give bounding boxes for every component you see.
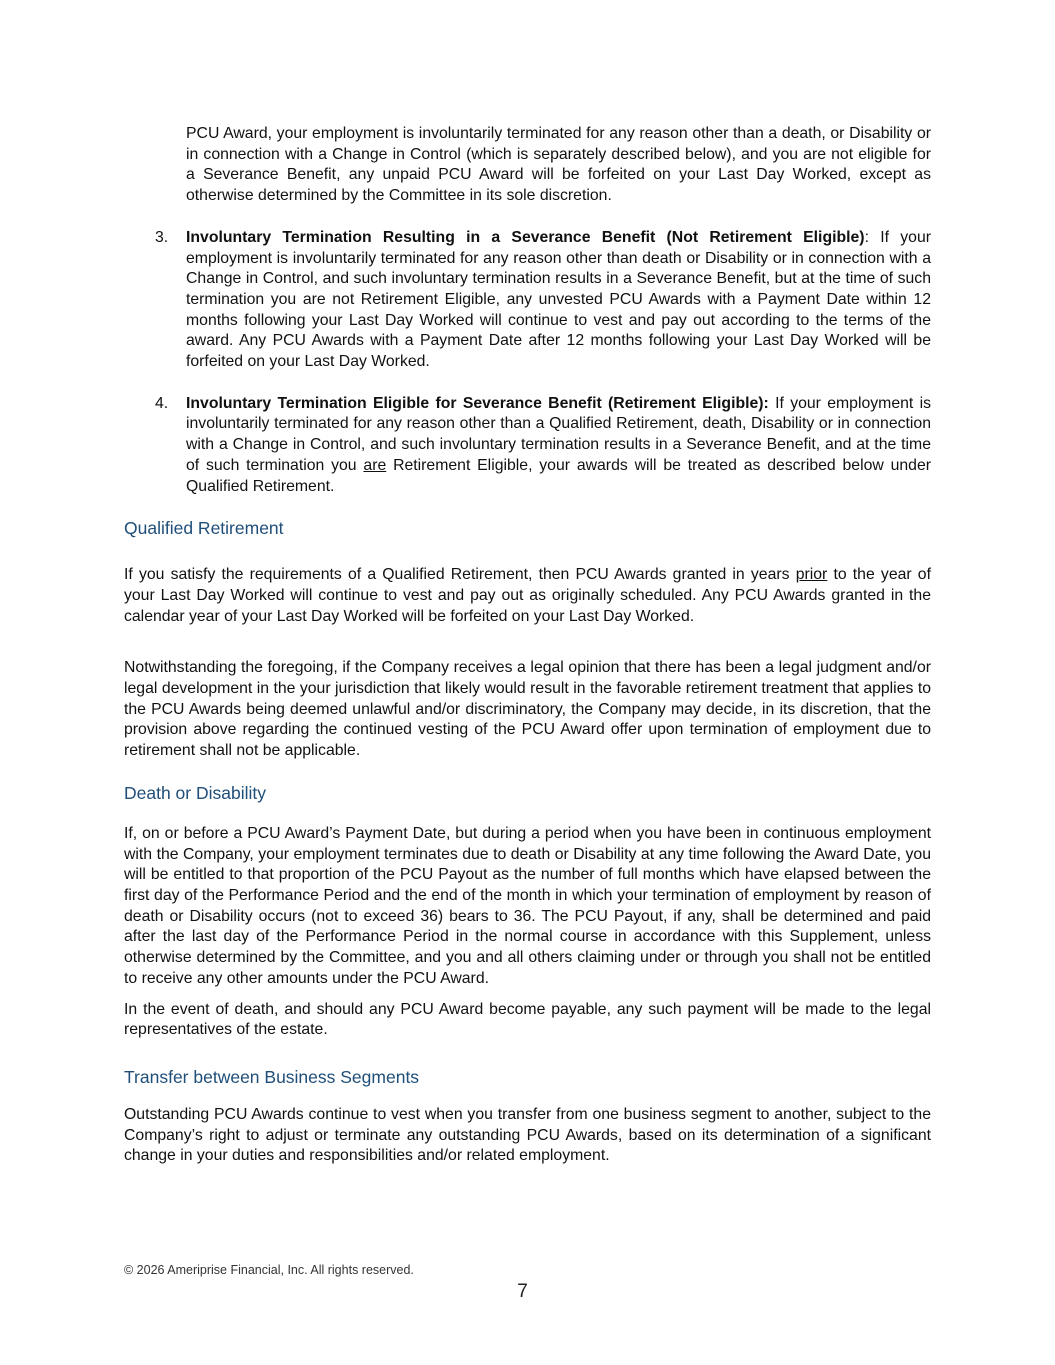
list-item-text: If your employment is involuntarily terminated for any reason other than a Qualified Retirement, death, Disability or in connection with a Change in Control, and such involuntary termination results in a Severance Benefit, and at the time of such termination you <box>186 394 931 474</box>
underlined-word: are <box>363 456 387 474</box>
text: to the year of your Last Day Worked will continue to vest and pay out as originally scheduled. Any PCU Awards granted in the calendar year of your Last Day Worked will be forfeited on your Last Day Worked. <box>124 566 931 625</box>
list-item-title: Involuntary Termination Eligible for Severance Benefit (Retirement Eligible): <box>186 394 769 412</box>
list-item-text: Retirement Eligible, your awards will be treated as described below under Qualified Retirement. <box>186 456 931 495</box>
section-heading-qualified-retirement: Qualified Retirement <box>124 518 284 539</box>
section-heading-transfer: Transfer between Business Segments <box>124 1066 420 1087</box>
paragraph: Outstanding PCU Awards continue to vest when you transfer from one business segment to another, subject to the Company’s right to adjust or terminate any outstanding PCU Awards, based on its determination of a significant change in your duties and responsibilities and/or related employment. <box>124 1105 931 1165</box>
continued-paragraph: PCU Award, your employment is involuntarily terminated for any reason other than a death, or Disability or in connection with a Change in Control (which is separately described below), and you are not eligible for a Severance Benefit, any unpaid PCU Award will be forfeited on your Last Day Worked, except as otherwise determined by the Committee in its sole discretion. <box>186 125 931 205</box>
section-heading-death-disability: Death or Disability <box>124 782 266 803</box>
page-number: 7 <box>517 1281 528 1302</box>
paragraph <box>124 565 931 627</box>
list-item-3 <box>124 228 931 373</box>
paragraph: Notwithstanding the foregoing, if the Company receives a legal opinion that there has been a legal judgment and/or legal development in the your jurisdiction that likely would result in the favorable retirement treatment that applies to the PCU Awards being deemed unlawful and/or discriminatory, the Company may decide, in its discretion, that the provision above regarding the continued vesting of the PCU Award offer upon termination of employment due to retirement shall not be applicable. <box>124 659 931 760</box>
copyright-footer: © 2026 Ameriprise Financial, Inc. All rights reserved. <box>124 1263 414 1277</box>
underlined-word: prior <box>795 566 828 584</box>
text: If you satisfy the requirements of a Qualified Retirement, then PCU Awards granted in years <box>124 566 796 584</box>
paragraph: If, on or before a PCU Award’s Payment Date, but during a period when you have been in continuous employment with the Company, your employment terminates due to death or Disability at any time following the Award Date, you will be entitled to that proportion of the PCU Payout as the number of full months which have elapsed between the first day of the Performance Period and the end of the month in which your termination of employment by reason of death or Disability occurs (not to exceed 36) bears to 36. The PCU Payout, if any, shall be determined and paid after the last day of the Performance Period in the normal course in accordance with this Supplement, unless otherwise determined by the Committee, and you and all others claiming under or through you shall not be entitled to receive any other amounts under the PCU Award. <box>124 824 931 987</box>
document-page <box>124 124 931 1167</box>
paragraph: In the event of death, and should any PCU Award become payable, any such payment will be made to the legal representatives of the estate. <box>124 1000 931 1039</box>
list-number: 3. <box>155 228 169 246</box>
list-item-title: Involuntary Termination Resulting in a Severance Benefit (Not Retirement Eligible) <box>186 228 865 246</box>
list-item-text: : If your employment is involuntarily terminated for any reason other than death or Disability or in connection with a Change in Control, and such involuntary termination results in a Severance Benefit, but at the time of such termination you are not Retirement Eligible, any unvested PCU Awards with a Payment Date within 12 months following your Last Day Worked will continue to vest and pay out according to the terms of the award. Any PCU Awards with a Payment Date after 12 months following your Last Day Worked will be forfeited on your Last Day Worked. <box>186 228 931 371</box>
list-item-4 <box>124 394 931 498</box>
list-number: 4. <box>155 394 169 412</box>
